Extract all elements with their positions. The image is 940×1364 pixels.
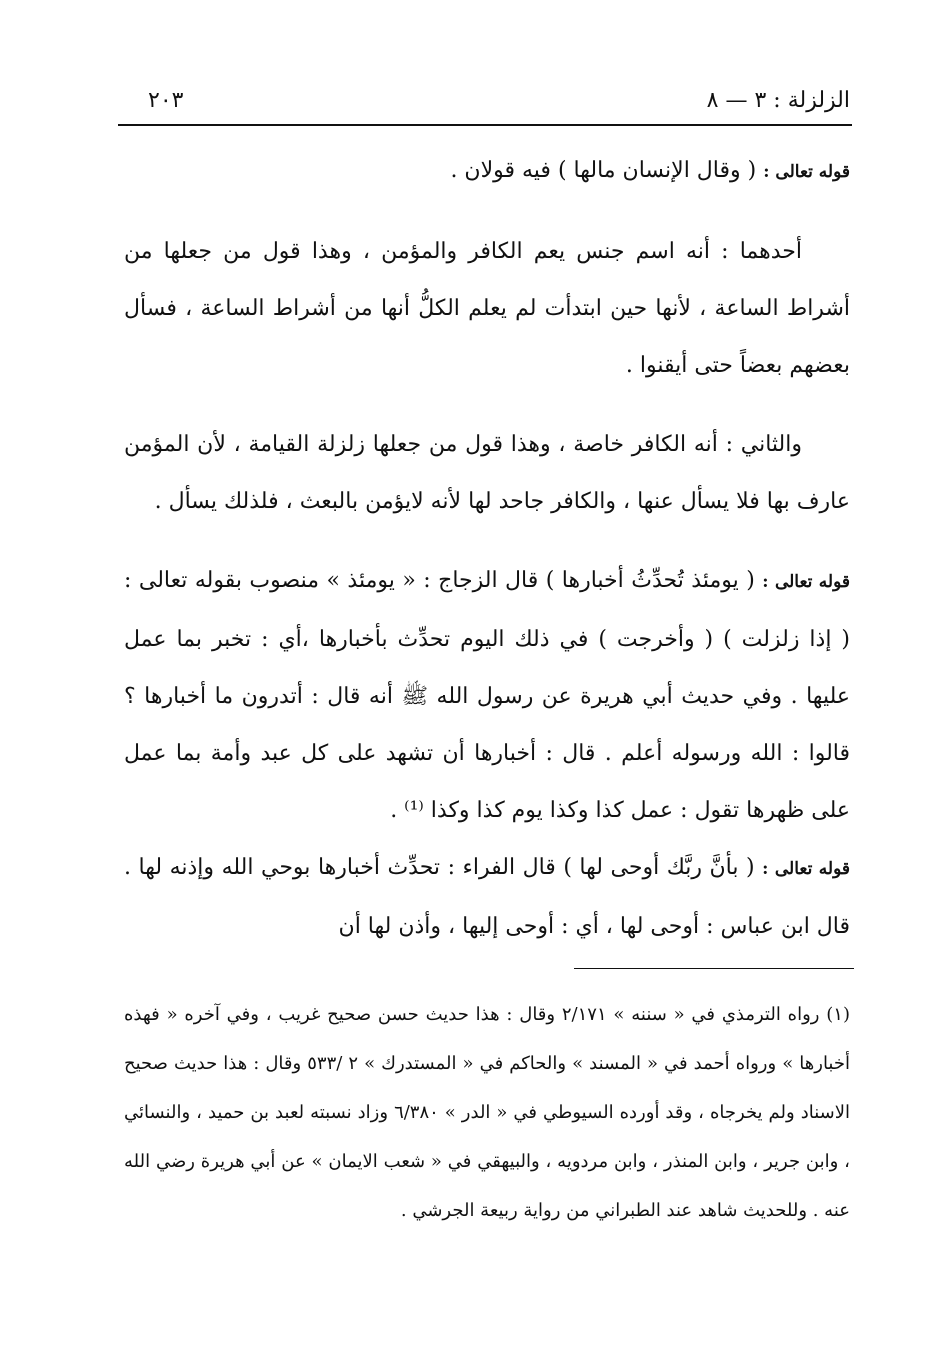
paragraph-text: ( بأنَّ ربَّك أوحى لها ) قال الفراء : تحدِّث أخبارها بوحي الله وإذنه لها . قال ابن عباس : أوحى لها ، أي : أوحى إليها ، وأذن لها أن <box>124 855 850 939</box>
header-rule <box>118 124 852 126</box>
paragraph-first-opinion <box>124 223 850 394</box>
paragraph-verse-5 <box>124 839 850 955</box>
paragraph-text: والثاني : أنه الكافر خاصة ، وهذا قول من جعلها زلزلة القيامة ، لأن المؤمن عارف بها فلا يسأل عنها ، والكافر جاحد لها لأنه لايؤمن بالبعث ، فلذلك يسأل . <box>124 432 850 514</box>
paragraph-second-opinion <box>124 416 850 530</box>
paragraph-text: ( وقال الإنسان مالها ) فيه قولان . <box>450 158 764 183</box>
page-header <box>118 82 850 122</box>
paragraph-text: أحدهما : أنه اسم جنس يعم الكافر والمؤمن ، وهذا قول من جعلها من أشراط الساعة ، لأنها حين ابتدأت لم يعلم الكلُّ أنها من أشراط الساعة ، فسأل بعضهم بعضاً حتى أيقنوا . <box>124 239 850 378</box>
paragraph-verse-3 <box>124 142 850 201</box>
running-title: الزلزلة : ٣ — ٨ <box>706 88 850 113</box>
page-number: ٢٠٣ <box>148 88 184 113</box>
verse-lead: قوله تعالى : <box>762 572 851 592</box>
footnote-rule <box>574 968 854 969</box>
paragraph-text: ( يومئذ تُحدِّثُ أخبارها ) قال الزجاج : « يومئذ » منصوب بقوله تعالى : ( إذا زلزلت ) ( وأخرجت ) في ذلك اليوم تحدِّث بأخبارها ،أي : تخبر بما عمل عليها . وفي حديث أبي هريرة عن رسول الله ﷺ أنه قال : أتدرون ما أخبارها ؟ قالوا : الله ورسوله أعلم . قال : أخبارها أن تشهد على كل عبد وأمة بما عمل على ظهرها تقول : عمل كذا وكذا يوم كذا وكذا ⁽¹⁾ . <box>124 568 850 823</box>
verse-lead: قوله تعالى : <box>763 162 850 182</box>
paragraph-verse-4 <box>124 552 850 839</box>
footnotes <box>124 990 850 1235</box>
verse-lead: قوله تعالى : <box>762 859 851 879</box>
main-text <box>124 142 850 955</box>
footnote-1: (١) رواه الترمذي في « سننه » ٢/١٧١ وقال : هذا حديث حسن صحيح غريب ، وفي آخره « فهذه أخبارها » ورواه أحمد في « المسند » والحاكم في « المستدرك » ٢ /٥٣٣ وقال : هذا حديث صحيح الاسناد ولم يخرجاه ، وقد أورده السيوطي في « الدر » ٦/٣٨٠ وزاد نسبته لعبد بن حميد ، والنسائي ، وابن جرير ، وابن المنذر ، وابن مردويه ، والبيهقي في « شعب الايمان » عن أبي هريرة رضي الله عنه . وللحديث شاهد عند الطبراني من رواية ربيعة الجرشي . <box>124 1004 850 1221</box>
